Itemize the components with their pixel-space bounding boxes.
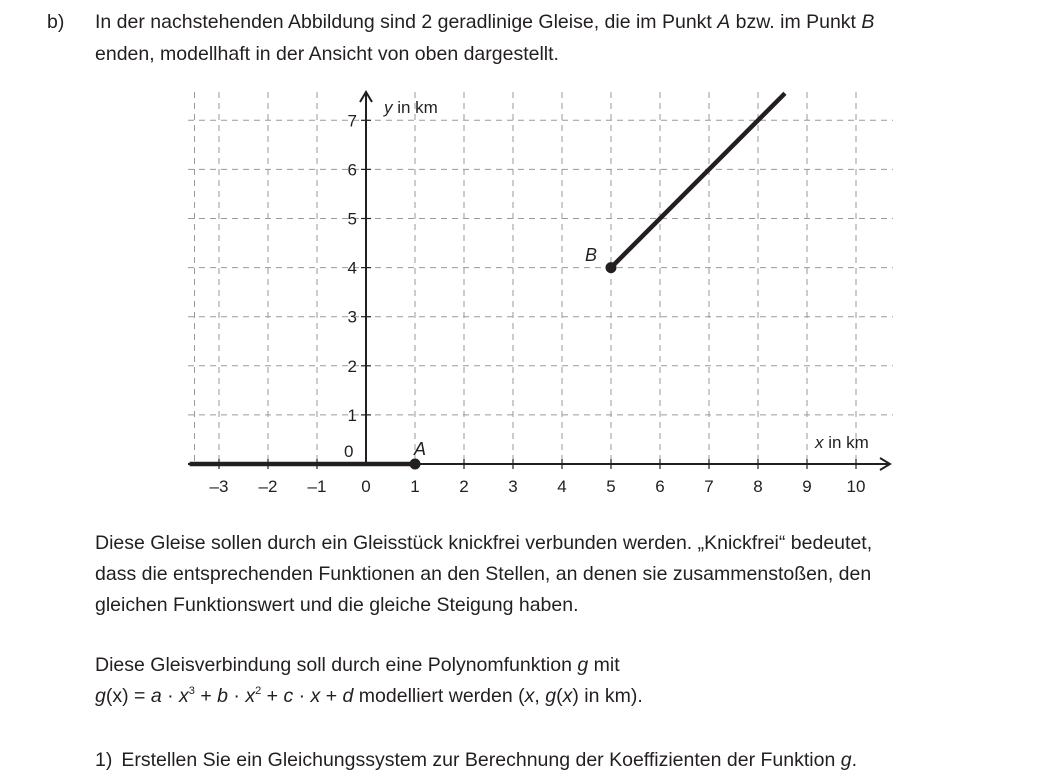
x-tick-label: 2 <box>459 477 469 496</box>
formula-x: x <box>310 685 321 707</box>
x-tick-label: 3 <box>508 477 518 496</box>
x-tick-label: 6 <box>655 477 665 496</box>
intro-text-b: bzw. im Punkt <box>730 11 862 33</box>
y-tick-label: 5 <box>347 209 357 229</box>
part-label: b) <box>47 11 65 33</box>
paragraph-1-line-1: Diese Gleise sollen durch ein Gleisstück knickfrei verbunden werden. „Knickfrei“ bedeutet, <box>95 532 873 554</box>
function-formula <box>95 681 643 712</box>
exponent-3: 3 <box>188 685 195 697</box>
formula-x: x <box>179 685 189 707</box>
intro-point-a: A <box>717 11 731 33</box>
x-tick-label: 7 <box>704 477 714 496</box>
point-a-label: A <box>414 439 427 459</box>
x-tick-label: –2 <box>258 477 278 496</box>
formula-x: x <box>524 685 535 707</box>
ticks <box>210 111 866 496</box>
origin-label: 0 <box>344 442 354 461</box>
y-axis-label: y in km <box>384 98 438 117</box>
x-tick-label: –1 <box>307 477 327 496</box>
paragraph-1-line-2: dass die entsprechenden Funktionen an den Stellen, an denen sie zusammenstoßen, den <box>95 563 872 585</box>
y-tick-label: 4 <box>347 258 357 278</box>
formula-dot: · <box>228 685 246 707</box>
formula-dot: · <box>293 685 311 707</box>
x-axis-label: x in km <box>815 433 869 452</box>
grid <box>188 92 893 464</box>
intro-line-2: enden, modellhaft in der Ansicht von oben dargestellt. <box>95 43 559 65</box>
point-b-marker <box>606 262 617 273</box>
y-tick-label: 2 <box>347 356 357 376</box>
formula-comma: , <box>534 685 546 707</box>
formula-g: g <box>95 685 106 707</box>
formula-dot: · <box>161 685 180 707</box>
exponent-2: 2 <box>255 685 262 697</box>
formula-paren: ( <box>556 685 563 707</box>
x-tick-label: –3 <box>209 477 229 496</box>
formula-g: g <box>545 685 557 707</box>
paragraph-1-line-3: gleichen Funktionswert und die gleiche Steigung haben. <box>95 594 579 616</box>
task-1-end: . <box>851 749 857 771</box>
function-name-g: g <box>577 654 589 676</box>
formula-unit: ) in km). <box>572 685 643 707</box>
y-tick-label: 6 <box>347 160 357 180</box>
formula-plus: + <box>194 685 218 707</box>
task-1-var: g <box>840 749 852 771</box>
formula-x-arg: (x) = <box>105 685 151 707</box>
x-tick-label: 0 <box>361 477 371 496</box>
paragraph-2-text: Diese Gleisverbindung soll durch eine Polynomfunktion <box>95 654 578 676</box>
coefficient-d: d <box>342 685 354 707</box>
x-tick-label: 9 <box>802 477 812 496</box>
intro-text-a: In der nachstehenden Abbildung sind 2 geradlinige Gleise, die im Punkt <box>95 11 718 33</box>
point-b-label: B <box>585 245 598 265</box>
point-a-marker <box>410 459 421 470</box>
formula-plus: + <box>261 685 284 707</box>
coefficient-c: c <box>283 685 294 707</box>
task-1-number: 1) <box>95 749 113 771</box>
task-1 <box>95 745 857 776</box>
formula-x: x <box>245 685 256 707</box>
paragraph-2-line-1 <box>95 650 620 681</box>
x-tick-label: 8 <box>753 477 763 496</box>
paragraph-2-end: mit <box>588 654 620 676</box>
formula-x: x <box>562 685 573 707</box>
axes <box>188 92 890 470</box>
labels <box>344 98 869 461</box>
x-tick-label: 1 <box>410 477 420 496</box>
y-tick-label: 3 <box>347 307 357 327</box>
track-b <box>611 93 785 267</box>
formula-description: modelliert werden ( <box>353 685 525 707</box>
coefficient-b: b <box>217 685 228 707</box>
x-tick-label: 5 <box>606 477 616 496</box>
x-tick-label: 4 <box>557 477 567 496</box>
formula-plus: + <box>320 685 343 707</box>
task-1-text: Erstellen Sie ein Gleichungssystem zur Berechnung der Koeffizienten der Funktion <box>121 749 841 771</box>
coefficient-a: a <box>150 685 162 707</box>
y-tick-label: 1 <box>347 405 357 425</box>
intro-point-b: B <box>861 11 875 33</box>
tracks <box>190 93 785 469</box>
x-tick-label: 10 <box>846 477 866 496</box>
y-tick-label: 7 <box>347 111 357 131</box>
